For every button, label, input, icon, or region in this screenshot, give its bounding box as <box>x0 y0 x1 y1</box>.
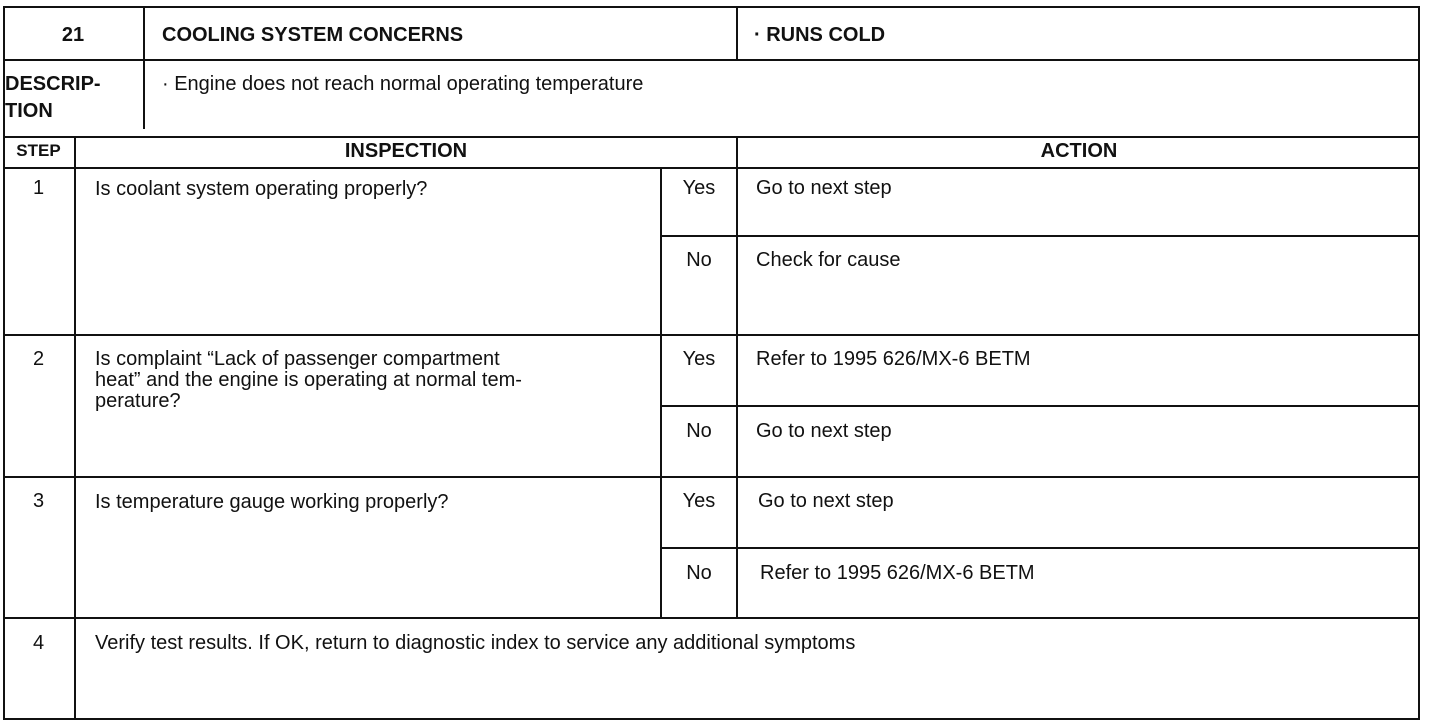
yes-action: Go to next step <box>756 177 892 199</box>
yes-action: Refer to 1995 626/MX-6 BETM <box>756 348 1031 370</box>
rule-step1-bottom <box>3 334 1420 336</box>
no-action: Check for cause <box>756 249 901 271</box>
concern-symptom: · RUNS COLD <box>754 24 886 46</box>
no-label: No <box>686 249 712 271</box>
rule-description-bottom <box>3 136 1420 138</box>
rule-step-column-right <box>74 136 76 720</box>
rule-step2-bottom <box>3 476 1420 478</box>
step-inspection-line3: perature? <box>95 390 181 412</box>
step-inspection-line2: heat” and the engine is operating at normal tem- <box>95 369 522 391</box>
rule-columns-bottom <box>3 167 1420 169</box>
step-number: 1 <box>32 177 45 199</box>
no-label: No <box>686 420 712 442</box>
description-text: · Engine does not reach normal operating temperature <box>162 73 644 95</box>
step-number: 2 <box>32 348 45 370</box>
step-inspection: Verify test results. If OK, return to diagnostic index to service any additional symptoms <box>95 632 856 654</box>
rule-header-category-right <box>736 6 738 61</box>
rule-yes-no-left <box>660 167 662 619</box>
yes-label: Yes <box>682 348 716 370</box>
no-label: No <box>686 562 712 584</box>
column-header-step: STEP <box>16 141 61 160</box>
yes-label: Yes <box>682 177 716 199</box>
yes-action: Go to next step <box>758 490 894 512</box>
yes-label: Yes <box>682 490 716 512</box>
concern-category: COOLING SYSTEM CONCERNS <box>162 24 464 46</box>
step-inspection-line1: Is complaint “Lack of passenger compartment <box>95 348 500 370</box>
step-inspection: Is coolant system operating properly? <box>95 178 428 200</box>
no-action: Refer to 1995 626/MX-6 BETM <box>760 562 1035 584</box>
rule-header-bottom <box>3 59 1420 61</box>
column-header-inspection: INSPECTION <box>344 140 468 162</box>
rule-header-number-right <box>143 6 145 61</box>
rule-description-label-right <box>143 59 145 129</box>
description-label-line1: DESCRIP- <box>5 73 101 95</box>
description-label-line2: TION <box>5 100 53 122</box>
rule-step3-bottom <box>3 617 1420 619</box>
concern-number: 21 <box>61 24 85 46</box>
column-header-action: ACTION <box>1040 140 1118 162</box>
step-number: 3 <box>32 490 45 512</box>
no-action: Go to next step <box>756 420 892 442</box>
rule-inspection-right <box>736 136 738 619</box>
rule-step2-split <box>660 405 1420 407</box>
rule-step1-split <box>660 235 1420 237</box>
step-number: 4 <box>32 632 45 654</box>
rule-step3-split <box>660 547 1420 549</box>
step-inspection: Is temperature gauge working properly? <box>95 491 449 513</box>
